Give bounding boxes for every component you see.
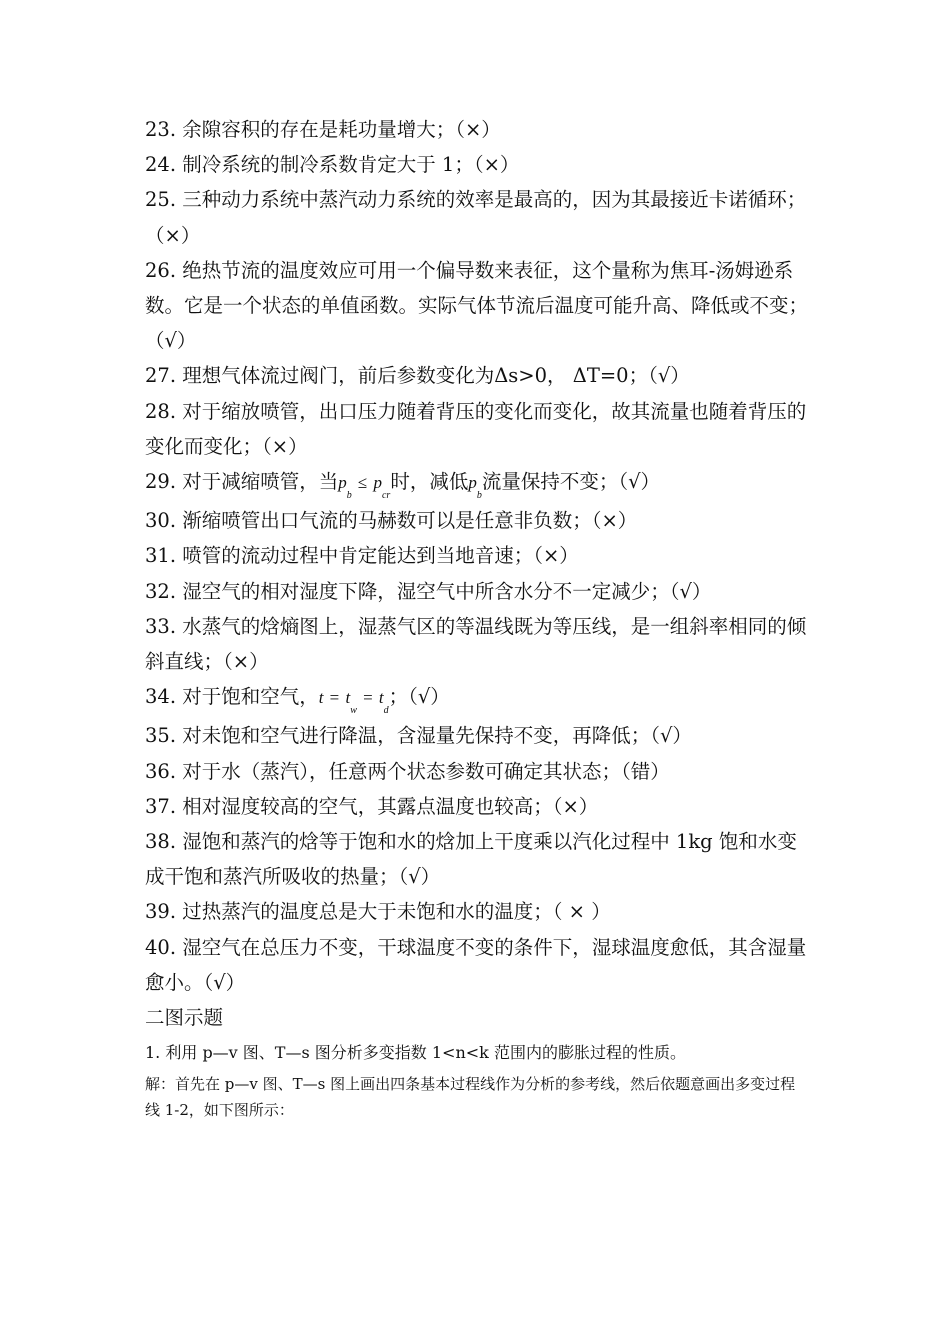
item-29-prefix: 29. 对于减缩喷管，当: [145, 470, 339, 494]
item-23: 23. 余隙容积的存在是耗功量增大；（×）: [145, 118, 501, 141]
section-title: 二图示题: [145, 1006, 224, 1030]
item-40: 40. 湿空气在总压力不变，干球温度不变的条件下，湿球温度愈低，其含湿量愈小。（√）: [145, 935, 807, 994]
item-33: 33. 水蒸气的焓熵图上，湿蒸气区的等温线既为等压线，是一组斜率相同的倾斜直线；（×）: [145, 614, 807, 674]
item-38: 38. 湿饱和蒸汽的焓等于饱和水的焓加上干度乘以汽化过程中 1kg 饱和水变成干饱和蒸汽所吸收的热量；（√）: [145, 830, 797, 889]
var-t-d: $t_d$: [378, 688, 389, 717]
item-34-prefix: 34. 对于饱和空气，: [145, 685, 319, 709]
item-26: 26. 绝热节流的温度效应可用一个偏导数来表征，这个量称为焦耳-汤姆逊系数。它是一个状态的单值函数。实际气体节流后温度可能升高、降低或不变；（√）: [145, 258, 809, 353]
item-32: 32. 湿空气的相对湿度下降，湿空气中所含水分不一定减少；（√）: [145, 579, 712, 603]
item-31: 31. 喷管的流动过程中肯定能达到当地音速；（×）: [145, 544, 579, 568]
leq-symbol: ≤: [357, 473, 368, 493]
item-36: 36. 对于水（蒸汽），任意两个状态参数可确定其状态；（错）: [145, 759, 670, 783]
var-p-b-2: $p_b$: [468, 473, 482, 502]
item-29: [145, 464, 810, 503]
item-34: [145, 679, 810, 718]
item-24: 24. 制冷系统的制冷系数肯定大于 1；（×）: [145, 153, 520, 177]
var-p-cr: $p_{cr}$: [373, 473, 391, 502]
item-30: 30. 渐缩喷管出口气流的马赫数可以是任意非负数；（×）: [145, 509, 638, 533]
item-29-suffix: 流量保持不变；（√）: [481, 470, 661, 494]
item-29-mid: 时，减低: [390, 470, 469, 494]
answer-1: 解：首先在 p—v 图、T—s 图上画出四条基本过程线作为分析的参考线，然后依题意画出多变过程线 1-2，如下图所示：: [145, 1075, 796, 1120]
item-39: 39. 过热蒸汽的温度总是大于未饱和水的温度；（ × ）: [145, 900, 611, 924]
item-27: 27. 理想气体流过阀门，前后参数变化为Δs>0， ΔT=0；（√）: [145, 364, 690, 388]
item-28: 28. 对于缩放喷管，出口压力随着背压的变化而变化，故其流量也随着背压的变化而变化；（×）: [145, 399, 807, 458]
var-p-b: $p_b$: [338, 473, 352, 502]
question-1: 1. 利用 p—v 图、T—s 图分析多变指数 1<n<k 范围内的膨胀过程的性质。: [145, 1043, 686, 1063]
item-25: 25. 三种动力系统中蒸汽动力系统的效率是最高的，因为其最接近卡诺循环；（×）: [145, 188, 807, 247]
item-35: 35. 对未饱和空气进行降温，含湿量先保持不变，再降低；（√）: [145, 724, 692, 748]
equals-symbol: =: [329, 688, 340, 708]
equals-symbol-2: =: [363, 688, 373, 708]
var-t-w: $t_w$: [345, 688, 357, 717]
document-page: [145, 112, 810, 1123]
var-t: t: [318, 688, 324, 708]
item-34-suffix: ；（√）: [388, 685, 450, 709]
item-37: 37. 相对湿度较高的空气，其露点温度也较高；（×）: [145, 794, 599, 818]
